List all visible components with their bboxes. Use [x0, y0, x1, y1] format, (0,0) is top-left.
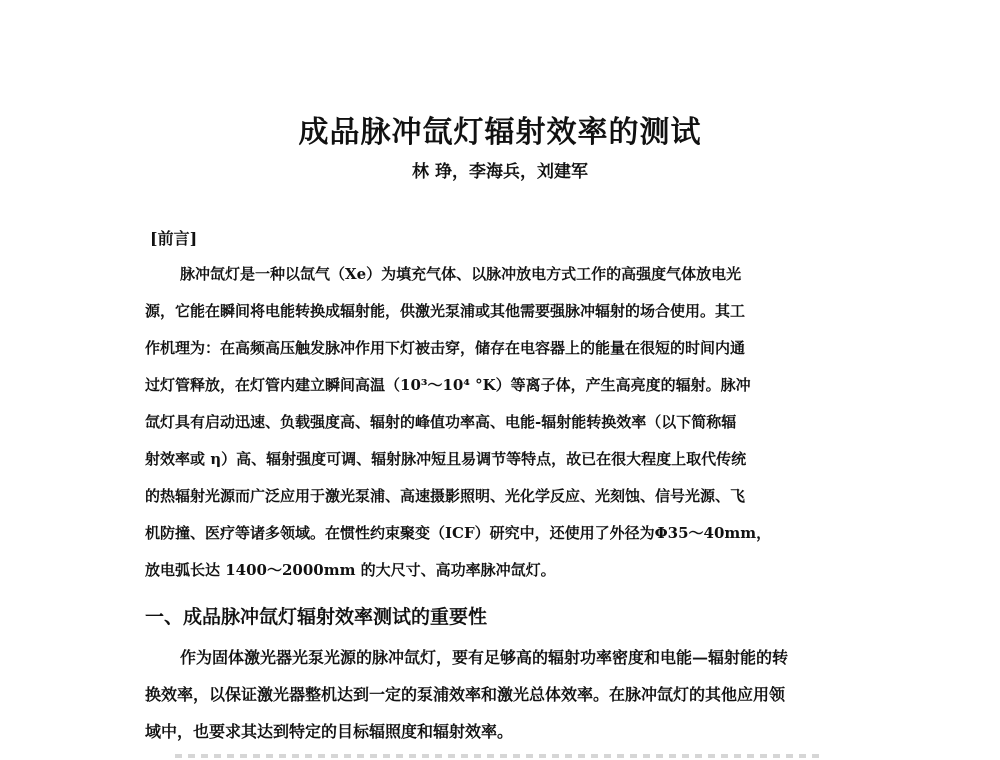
preface-line-9: 放电弧长达 1400～2000mm 的大尺寸、高功率脉冲氙灯。 [145, 561, 556, 579]
preface-line-6: 射效率或 η）高、辐射强度可调、辐射脉冲短且易调节等特点，故已在很大程度上取代传统 [145, 450, 747, 468]
cropped-next-line [175, 754, 825, 758]
preface-line-5: 氙灯具有启动迅速、负载强度高、辐射的峰值功率高、电能-辐射能转换效率（以下简称辐 [145, 413, 737, 431]
preface-heading: [前言] [150, 229, 198, 248]
section-1-line-2: 换效率，以保证激光器整机达到一定的泵浦效率和激光总体效率。在脉冲氙灯的其他应用领 [145, 685, 786, 704]
preface-line-4: 过灯管释放，在灯管内建立瞬间高温（10³～10⁴ °K）等离子体，产生高亮度的辐射。脉冲 [145, 376, 751, 394]
section-1-heading: 一、成品脉冲氙灯辐射效率测试的重要性 [145, 606, 488, 628]
preface-line-3: 作机理为：在高频高压触发脉冲作用下灯被击穿，储存在电容器上的能量在很短的时间内通 [145, 339, 746, 357]
preface-line-8: 机防撞、医疗等诸多领域。在惯性约束聚变（ICF）研究中，还使用了外径为Φ35～40mm， [145, 524, 772, 542]
preface-line-1: 脉冲氙灯是一种以氙气（Xe）为填充气体、以脉冲放电方式工作的高强度气体放电光 [180, 265, 742, 283]
preface-line-2: 源，它能在瞬间将电能转换成辐射能，供激光泵浦或其他需要强脉冲辐射的场合使用。其工 [145, 302, 746, 320]
preface-line-7: 的热辐射光源而广泛应用于激光泵浦、高速摄影照明、光化学反应、光刻蚀、信号光源、飞 [145, 487, 746, 505]
section-1-line-3: 域中，也要求其达到特定的目标辐照度和辐射效率。 [145, 722, 514, 741]
paper-authors: 林 琤，李海兵，刘建军 [412, 162, 588, 182]
paper-title: 成品脉冲氙灯辐射效率的测试 [298, 115, 702, 150]
section-1-line-1: 作为固体激光器光泵光源的脉冲氙灯，要有足够高的辐射功率密度和电能—辐射能的转 [180, 648, 789, 667]
